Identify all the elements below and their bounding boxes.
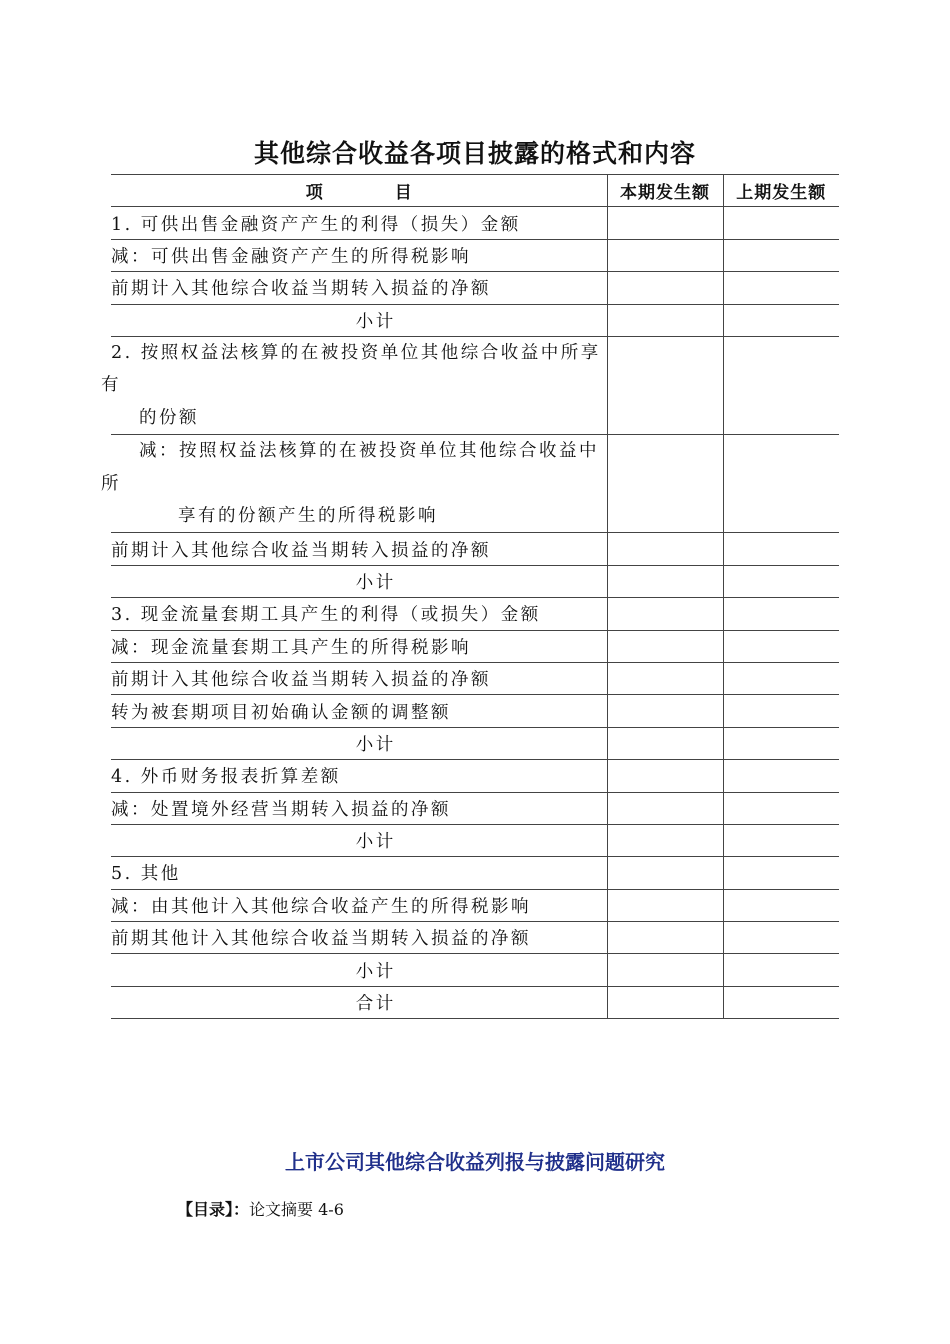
row-label: 减：现金流量套期工具产生的所得税影响 xyxy=(111,630,607,662)
prior-amount-cell xyxy=(723,630,839,662)
current-amount-cell xyxy=(607,889,723,921)
row-label: 4. 外币财务报表折算差额 xyxy=(111,760,607,792)
prior-amount-cell xyxy=(723,662,839,694)
table-row xyxy=(111,857,839,889)
header-prior-period: 上期发生额 xyxy=(723,175,839,207)
row-label: 3. 现金流量套期工具产生的利得（或损失）金额 xyxy=(111,598,607,630)
table-row xyxy=(111,760,839,792)
toc-label: 【目录】： xyxy=(177,1200,250,1219)
header-item: 项目 xyxy=(111,175,607,207)
row-label-line: 减：按照权益法核算的在被投资单位其他综合收益中 xyxy=(139,441,599,462)
row-label: 减：由其他计入其他综合收益产生的所得税影响 xyxy=(111,889,607,921)
row-label-line: 享有的份额产生的所得税影响 xyxy=(178,505,438,526)
prior-amount-cell xyxy=(723,207,839,239)
prior-amount-cell xyxy=(723,272,839,304)
page-title: 其他综合收益各项目披露的格式和内容 xyxy=(253,139,696,168)
table-row xyxy=(111,792,839,824)
current-amount-cell xyxy=(607,792,723,824)
row-label-line: 有 xyxy=(101,375,121,396)
prior-amount-cell xyxy=(723,792,839,824)
prior-amount-cell xyxy=(723,857,839,889)
toc-entry: 论文摘要 4-6 xyxy=(249,1200,344,1219)
prior-amount-cell xyxy=(723,435,839,533)
prior-amount-cell xyxy=(723,304,839,336)
prior-amount-cell xyxy=(723,954,839,986)
current-amount-cell xyxy=(607,533,723,565)
table-row xyxy=(111,272,839,304)
current-amount-cell xyxy=(607,304,723,336)
current-amount-cell xyxy=(607,662,723,694)
prior-amount-cell xyxy=(723,598,839,630)
current-amount-cell xyxy=(607,565,723,597)
current-amount-cell xyxy=(607,760,723,792)
row-label: 减：处置境外经营当期转入损益的净额 xyxy=(111,792,607,824)
subtotal-row xyxy=(111,954,839,986)
table-row xyxy=(111,239,839,271)
row-label: 1. 可供出售金融资产产生的利得（损失）金额 xyxy=(111,207,607,239)
row-label-line: 的份额 xyxy=(139,407,199,428)
table-row xyxy=(111,207,839,239)
subtotal-row xyxy=(111,824,839,856)
prior-amount-cell xyxy=(723,533,839,565)
row-label: 前期其他计入其他综合收益当期转入损益的净额 xyxy=(111,922,607,954)
subtotal-row xyxy=(111,304,839,336)
current-amount-cell xyxy=(607,435,723,533)
table-row xyxy=(111,533,839,565)
current-amount-cell xyxy=(607,272,723,304)
current-amount-cell xyxy=(607,598,723,630)
prior-amount-cell xyxy=(723,565,839,597)
prior-amount-cell xyxy=(723,922,839,954)
current-amount-cell xyxy=(607,727,723,759)
row-label-line: 所 xyxy=(101,473,121,494)
row-label: 前期计入其他综合收益当期转入损益的净额 xyxy=(111,662,607,694)
prior-amount-cell xyxy=(723,760,839,792)
current-amount-cell xyxy=(607,239,723,271)
header-current-period: 本期发生额 xyxy=(607,175,723,207)
section-heading: 上市公司其他综合收益列报与披露问题研究 xyxy=(285,1150,665,1174)
subtotal-label: 小计 xyxy=(111,727,607,759)
current-amount-cell xyxy=(607,207,723,239)
table-row xyxy=(111,435,839,533)
total-row xyxy=(111,986,839,1018)
current-amount-cell xyxy=(607,954,723,986)
table-row xyxy=(111,630,839,662)
row-label-line: 2. 按照权益法核算的在被投资单位其他综合收益中所享 xyxy=(111,342,601,363)
current-amount-cell xyxy=(607,986,723,1018)
prior-amount-cell xyxy=(723,889,839,921)
current-amount-cell xyxy=(607,857,723,889)
table-row xyxy=(111,695,839,727)
row-label: 前期计入其他综合收益当期转入损益的净额 xyxy=(111,272,607,304)
prior-amount-cell xyxy=(723,695,839,727)
table-of-contents-line xyxy=(177,1197,344,1220)
table-row xyxy=(111,336,839,434)
subtotal-label: 小计 xyxy=(111,954,607,986)
subtotal-label: 小计 xyxy=(111,304,607,336)
prior-amount-cell xyxy=(723,336,839,434)
row-label: 转为被套期项目初始确认金额的调整额 xyxy=(111,695,607,727)
current-amount-cell xyxy=(607,336,723,434)
disclosure-table xyxy=(101,174,839,1019)
current-amount-cell xyxy=(607,922,723,954)
row-label: 5. 其他 xyxy=(111,857,607,889)
row-label-multiline xyxy=(101,435,607,533)
subtotal-label: 小计 xyxy=(111,565,607,597)
current-amount-cell xyxy=(607,824,723,856)
subtotal-row xyxy=(111,565,839,597)
table-header-row xyxy=(111,175,839,207)
subtotal-row xyxy=(111,727,839,759)
row-label: 前期计入其他综合收益当期转入损益的净额 xyxy=(111,533,607,565)
total-label: 合计 xyxy=(111,986,607,1018)
table-row xyxy=(111,922,839,954)
prior-amount-cell xyxy=(723,727,839,759)
row-label: 减：可供出售金融资产产生的所得税影响 xyxy=(111,239,607,271)
table-row xyxy=(111,598,839,630)
table-row xyxy=(111,889,839,921)
current-amount-cell xyxy=(607,695,723,727)
current-amount-cell xyxy=(607,630,723,662)
table-row xyxy=(111,662,839,694)
subtotal-label: 小计 xyxy=(111,824,607,856)
prior-amount-cell xyxy=(723,986,839,1018)
prior-amount-cell xyxy=(723,239,839,271)
row-label-multiline xyxy=(101,336,607,434)
prior-amount-cell xyxy=(723,824,839,856)
